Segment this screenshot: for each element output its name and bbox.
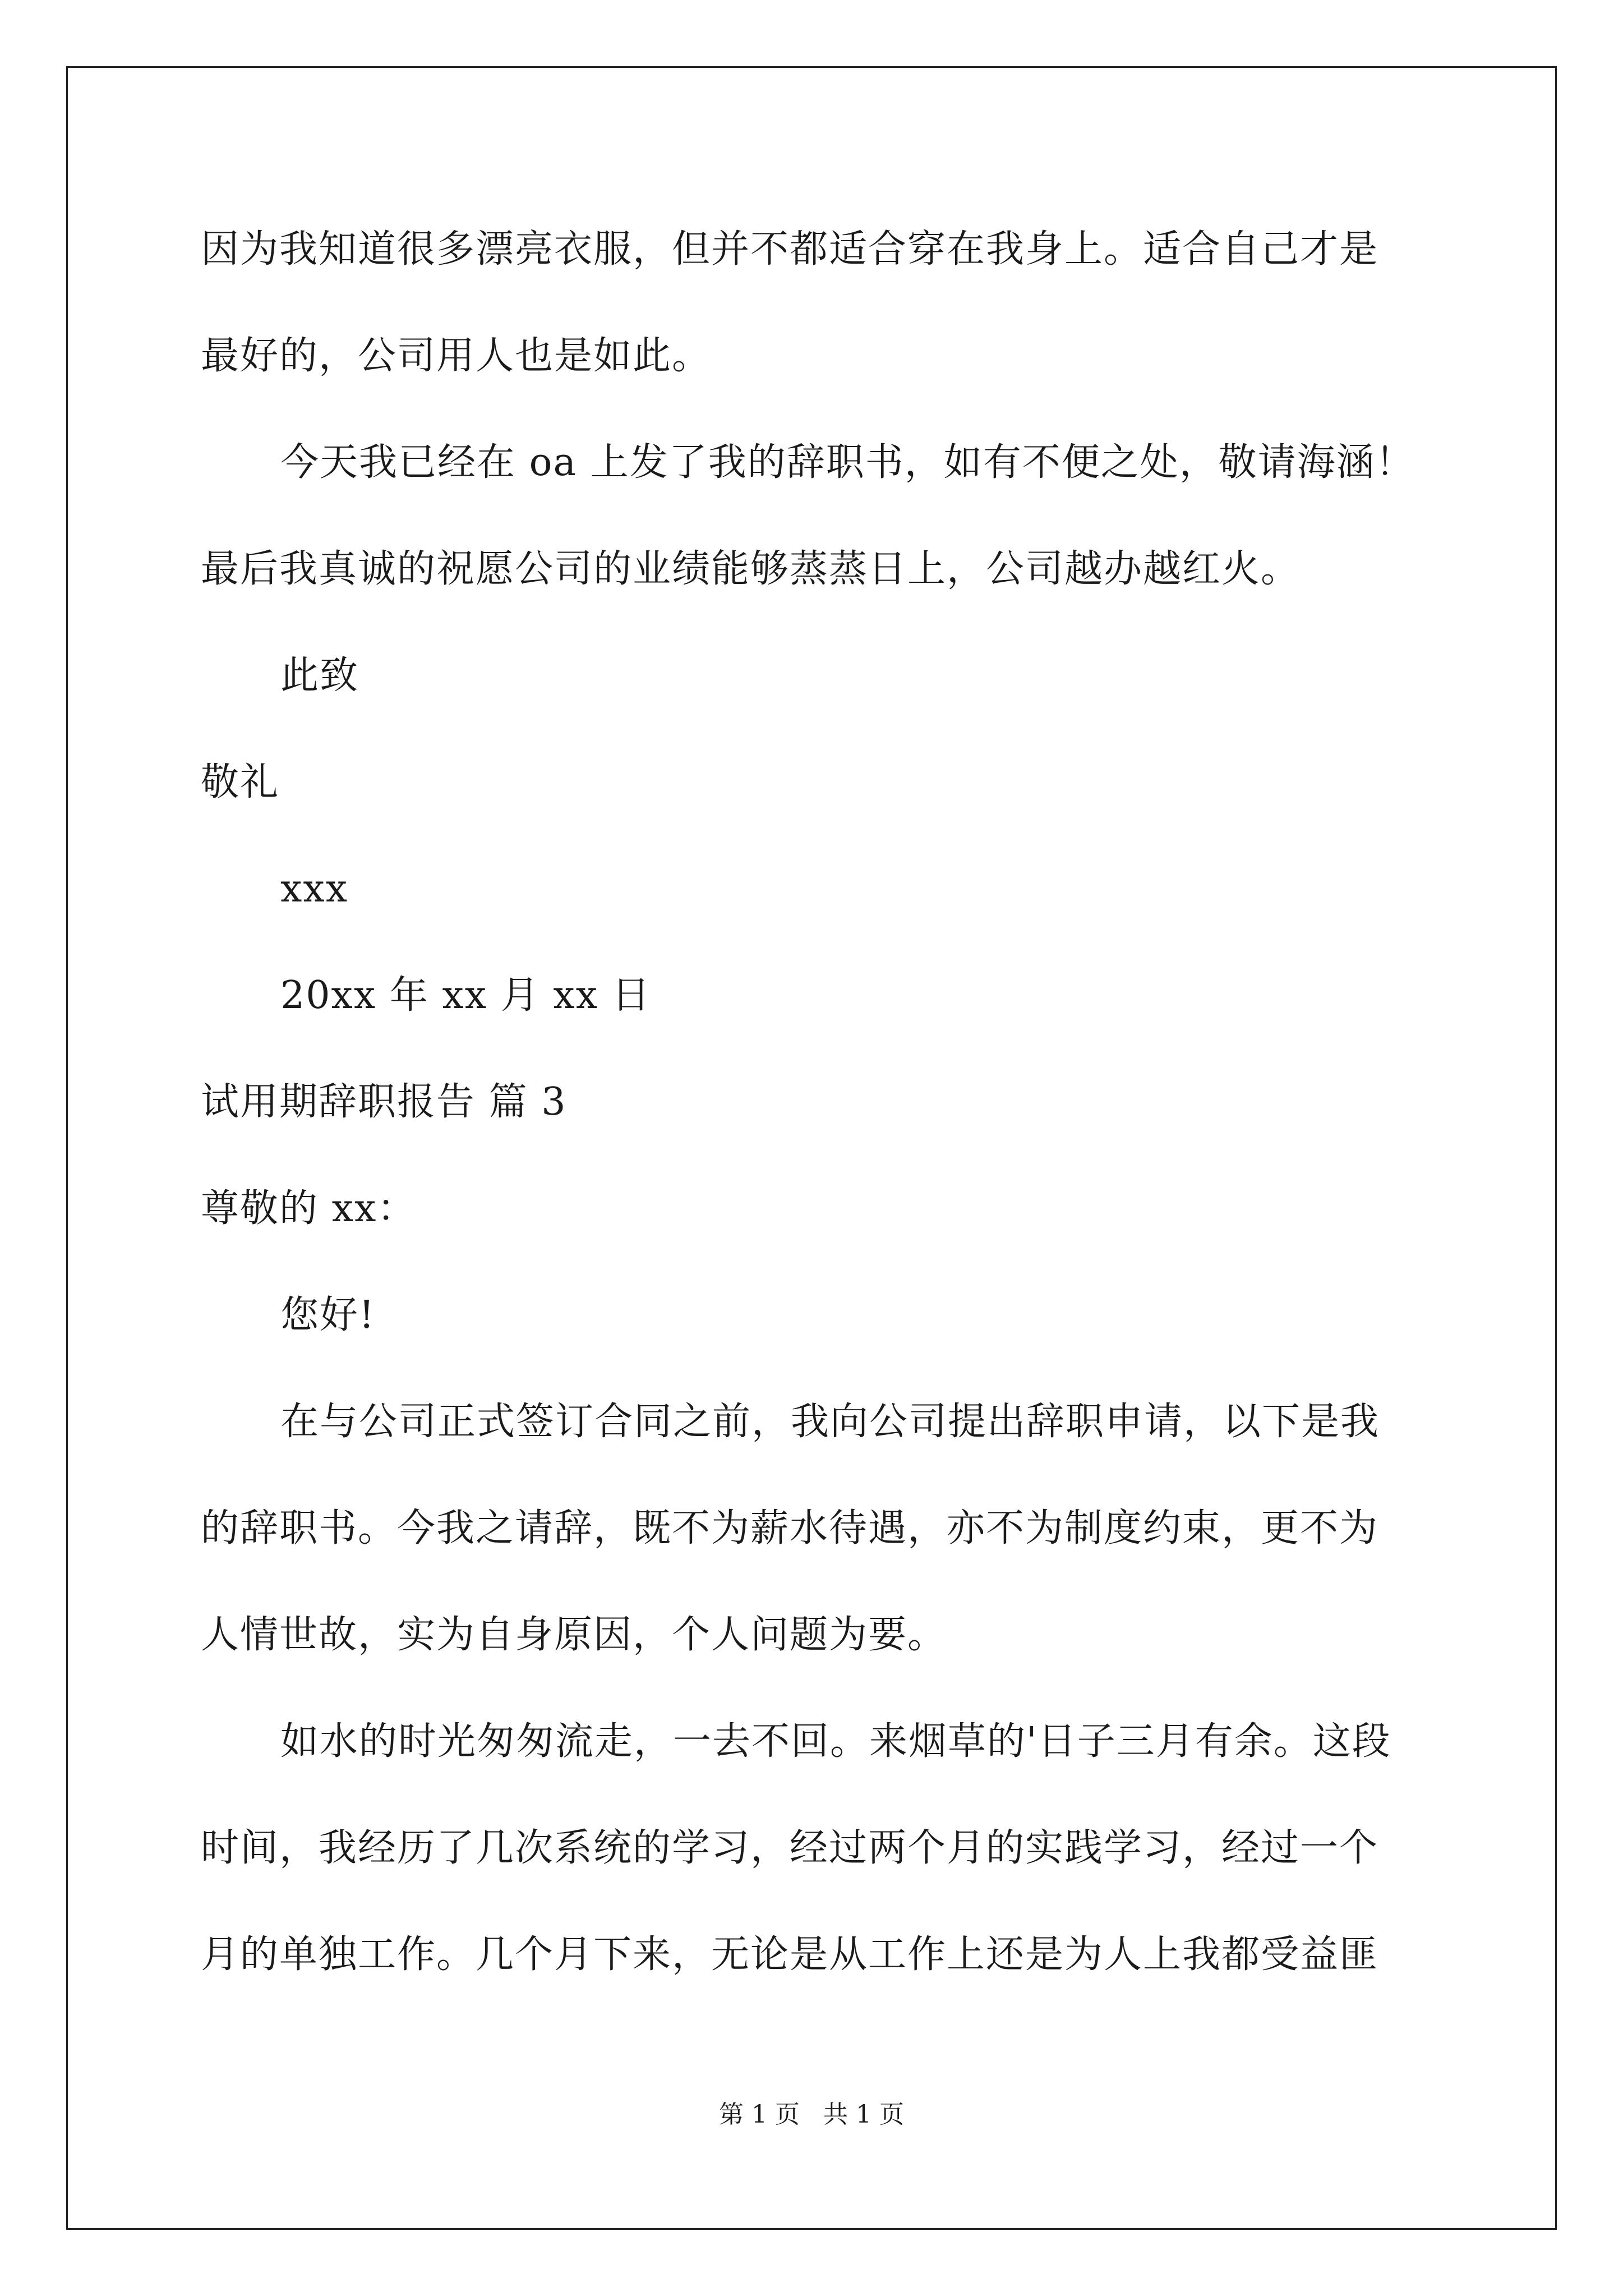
signature-name: xxx [280,867,349,911]
letter-greeting: 您好! [280,1293,376,1337]
closing-regards: 敬礼 [201,760,280,804]
page-number-footer: 第 1 页 共 1 页 [719,2100,904,2129]
body-text-line: 因为我知道很多漂亮衣服，但并不都适合穿在我身上。适合自己才是 [201,227,1379,272]
body-text-line: 最好的，公司用人也是如此。 [201,334,712,378]
body-text-line: 的辞职书。今我之请辞，既不为薪水待遇，亦不为制度约束，更不为 [201,1506,1379,1550]
body-text-line: 时间，我经历了几次系统的学习，经过两个月的实践学习，经过一个 [201,1826,1379,1870]
body-text-line: 最后我真诚的祝愿公司的业绩能够蒸蒸日上，公司越办越红火。 [201,547,1301,591]
signature-date: 20xx 年 xx 月 xx 日 [280,973,651,1018]
body-text-line: 今天我已经在 oa 上发了我的辞职书，如有不便之处，敬请海涵！ [280,440,1415,485]
page-border [66,66,1557,2230]
body-text-line: 人情世故，实为自身原因，个人问题为要。 [201,1613,947,1657]
body-text-line: 如水的时光匆匆流走，一去不回。来烟草的'日子三月有余。这段 [280,1719,1391,1764]
body-text-line: 在与公司正式签订合同之前，我向公司提出辞职申请，以下是我 [280,1400,1380,1444]
letter-addressee: 尊敬的 xx： [201,1186,417,1231]
closing-salutation: 此致 [280,654,359,698]
body-text-line: 月的单独工作。几个月下来，无论是从工作上还是为人上我都受益匪 [201,1932,1379,1977]
section-heading: 试用期辞职报告 篇 3 [201,1080,567,1124]
